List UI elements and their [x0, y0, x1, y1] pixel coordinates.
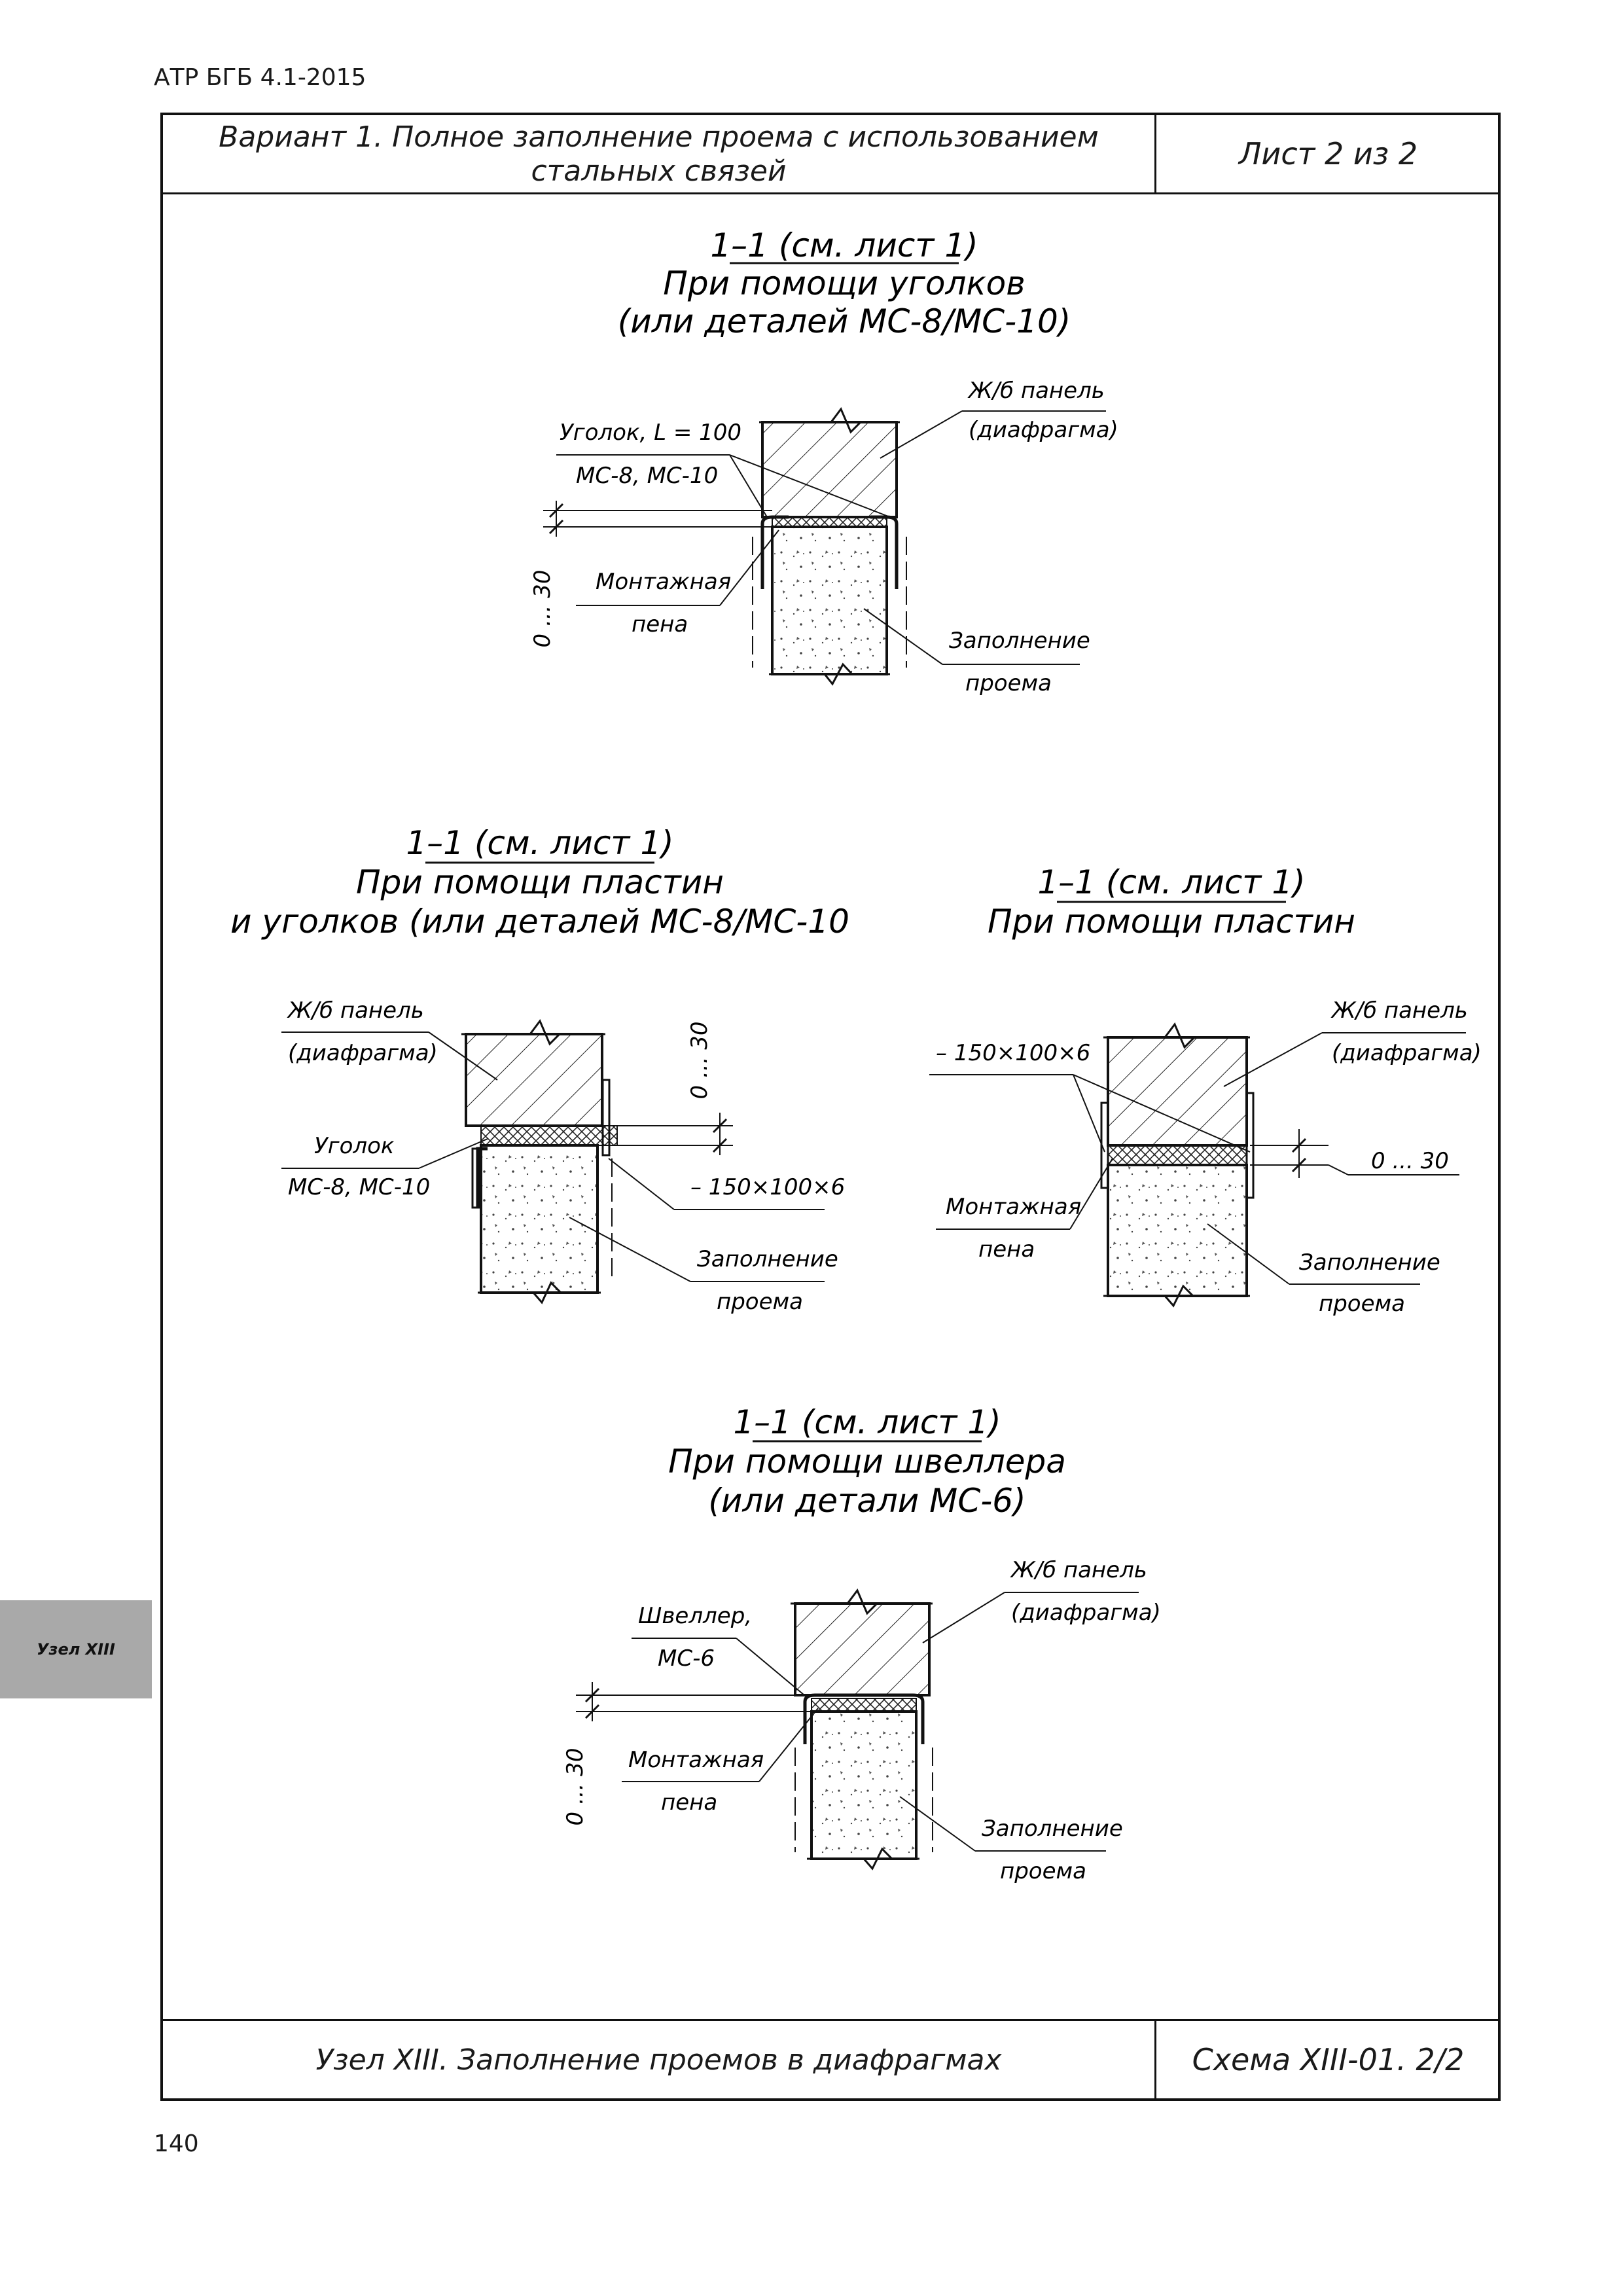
sheet-number: Лист 2 из 2: [1154, 115, 1500, 192]
detail-1-leader-panel: [880, 378, 1118, 458]
detail-1-fill-label-1: Заполнение: [949, 628, 1090, 654]
detail-2-title-1: 1–1 (см. лист 1): [406, 824, 674, 862]
detail-2-leader-angle: [281, 1133, 488, 1200]
detail-1-angle-label-2: МС-8, МС-10: [576, 463, 719, 489]
detail-3-dimension: [1250, 1129, 1459, 1178]
document-code: АТР БГБ 4.1-2015: [154, 64, 366, 91]
detail-3-fill-label-2: проема: [1319, 1291, 1406, 1317]
detail-1-title-3: (или деталей МС-8/МС-10): [617, 302, 1071, 340]
detail-4-fill: [807, 1712, 919, 1869]
detail-1-leader-foam: [576, 530, 779, 637]
detail-4-title-3: (или детали МС-6): [708, 1482, 1026, 1520]
detail-2-foam-layer: [481, 1126, 617, 1145]
detail-4-channel-label-2: МС-6: [658, 1645, 715, 1672]
detail-1-foam-label-1: Монтажная: [596, 569, 732, 595]
detail-4-leader-fill: [900, 1797, 1123, 1884]
detail-3-fill-label-1: Заполнение: [1299, 1249, 1440, 1276]
detail-4-panel-label-1: Ж/б панель: [1011, 1557, 1147, 1583]
detail-1-foam-layer: [772, 517, 887, 527]
detail-4-title-2: При помощи швеллера: [668, 1443, 1066, 1480]
detail-2-angle-label-1: Уголок: [314, 1133, 395, 1159]
detail-1-dim-label: 0 ... 30: [529, 569, 556, 648]
detail-1-foam-label-2: пена: [632, 611, 688, 637]
detail-1: [529, 226, 1118, 696]
header-title-line1: Вариант 1. Полное заполнение проема с использованием: [219, 120, 1099, 154]
detail-4-dim-label: 0 ... 30: [562, 1748, 588, 1826]
detail-2-panel: [461, 1021, 605, 1126]
detail-3-panel-label-2: (диафрагма): [1332, 1040, 1482, 1066]
detail-4-panel-label-2: (диафрагма): [1011, 1600, 1161, 1626]
detail-3-dim-label: 0 ... 30: [1371, 1148, 1449, 1174]
detail-4-leader-panel: [923, 1557, 1161, 1643]
footer-title: Узел XIII. Заполнение проемов в диафрагмах: [315, 2043, 1002, 2077]
detail-2-fill-label-1: Заполнение: [697, 1246, 838, 1272]
header-title-line2: стальных связей: [531, 154, 787, 188]
detail-3-fill: [1103, 1165, 1250, 1306]
detail-2-angle-label-2: МС-8, МС-10: [288, 1174, 431, 1200]
detail-2-panel-label-1: Ж/б панель: [288, 997, 424, 1024]
detail-2-dimension: [615, 1022, 733, 1155]
detail-1-title-1: 1–1 (см. лист 1): [710, 226, 978, 264]
detail-1-panel-label-2: (диафрагма): [969, 417, 1118, 443]
detail-4-panel: [791, 1590, 933, 1695]
detail-2-fill-label-2: проема: [717, 1289, 804, 1315]
detail-2-dim-label: 0 ... 30: [687, 1021, 713, 1100]
detail-1-panel: [759, 409, 900, 517]
detail-3: [929, 863, 1482, 1317]
detail-3-foam-layer: [1108, 1145, 1247, 1165]
detail-4-fill-label-1: Заполнение: [982, 1816, 1123, 1842]
detail-1-fill: [769, 527, 890, 684]
detail-3-leader-foam: [936, 1158, 1113, 1263]
side-tab-label: Узел XIII: [37, 1640, 115, 1659]
scheme-number: Схема XIII-01. 2/2: [1154, 2021, 1500, 2098]
detail-2-leader-plate: [609, 1158, 845, 1210]
detail-4-foam-layer: [812, 1698, 916, 1712]
detail-4-channel-label-1: Швеллер,: [638, 1603, 753, 1629]
detail-3-title-2: При помощи пластин: [988, 903, 1355, 941]
detail-4-title-1: 1–1 (см. лист 1): [733, 1403, 1001, 1441]
detail-3-leader-panel: [1224, 997, 1482, 1086]
detail-3-panel-label-1: Ж/б панель: [1332, 997, 1468, 1024]
detail-3-plate-label: – 150×100×6: [936, 1040, 1091, 1066]
detail-2-leader-fill: [569, 1217, 838, 1315]
detail-4-foam-label-1: Монтажная: [628, 1747, 764, 1773]
page-number: 140: [154, 2130, 199, 2157]
detail-1-angle-label-1: Уголок, L = 100: [560, 420, 742, 446]
detail-1-leader-fill: [864, 609, 1090, 696]
detail-2-title-2: При помощи пластин: [356, 863, 724, 901]
detail-2: [230, 824, 849, 1315]
detail-1-panel-label-1: Ж/б панель: [969, 378, 1105, 404]
detail-4-fill-label-2: проема: [1000, 1858, 1087, 1884]
detail-4-foam-label-2: пена: [661, 1789, 718, 1816]
detail-3-foam-label-2: пена: [978, 1236, 1035, 1263]
detail-3-foam-label-1: Монтажная: [946, 1194, 1082, 1220]
detail-4-leader-foam: [622, 1708, 818, 1816]
detail-2-plate-label: – 150×100×6: [690, 1174, 846, 1200]
detail-2-title-3: и уголков (или деталей МС-8/МС-10: [230, 903, 849, 941]
detail-2-panel-label-2: (диафрагма): [288, 1040, 438, 1066]
detail-3-title-1: 1–1 (см. лист 1): [1037, 863, 1306, 901]
detail-4: [562, 1403, 1161, 1884]
detail-4-leader-channel: [632, 1603, 808, 1698]
detail-1-fill-label-2: проема: [965, 670, 1052, 696]
detail-1-title-2: При помощи уголков: [663, 264, 1026, 302]
